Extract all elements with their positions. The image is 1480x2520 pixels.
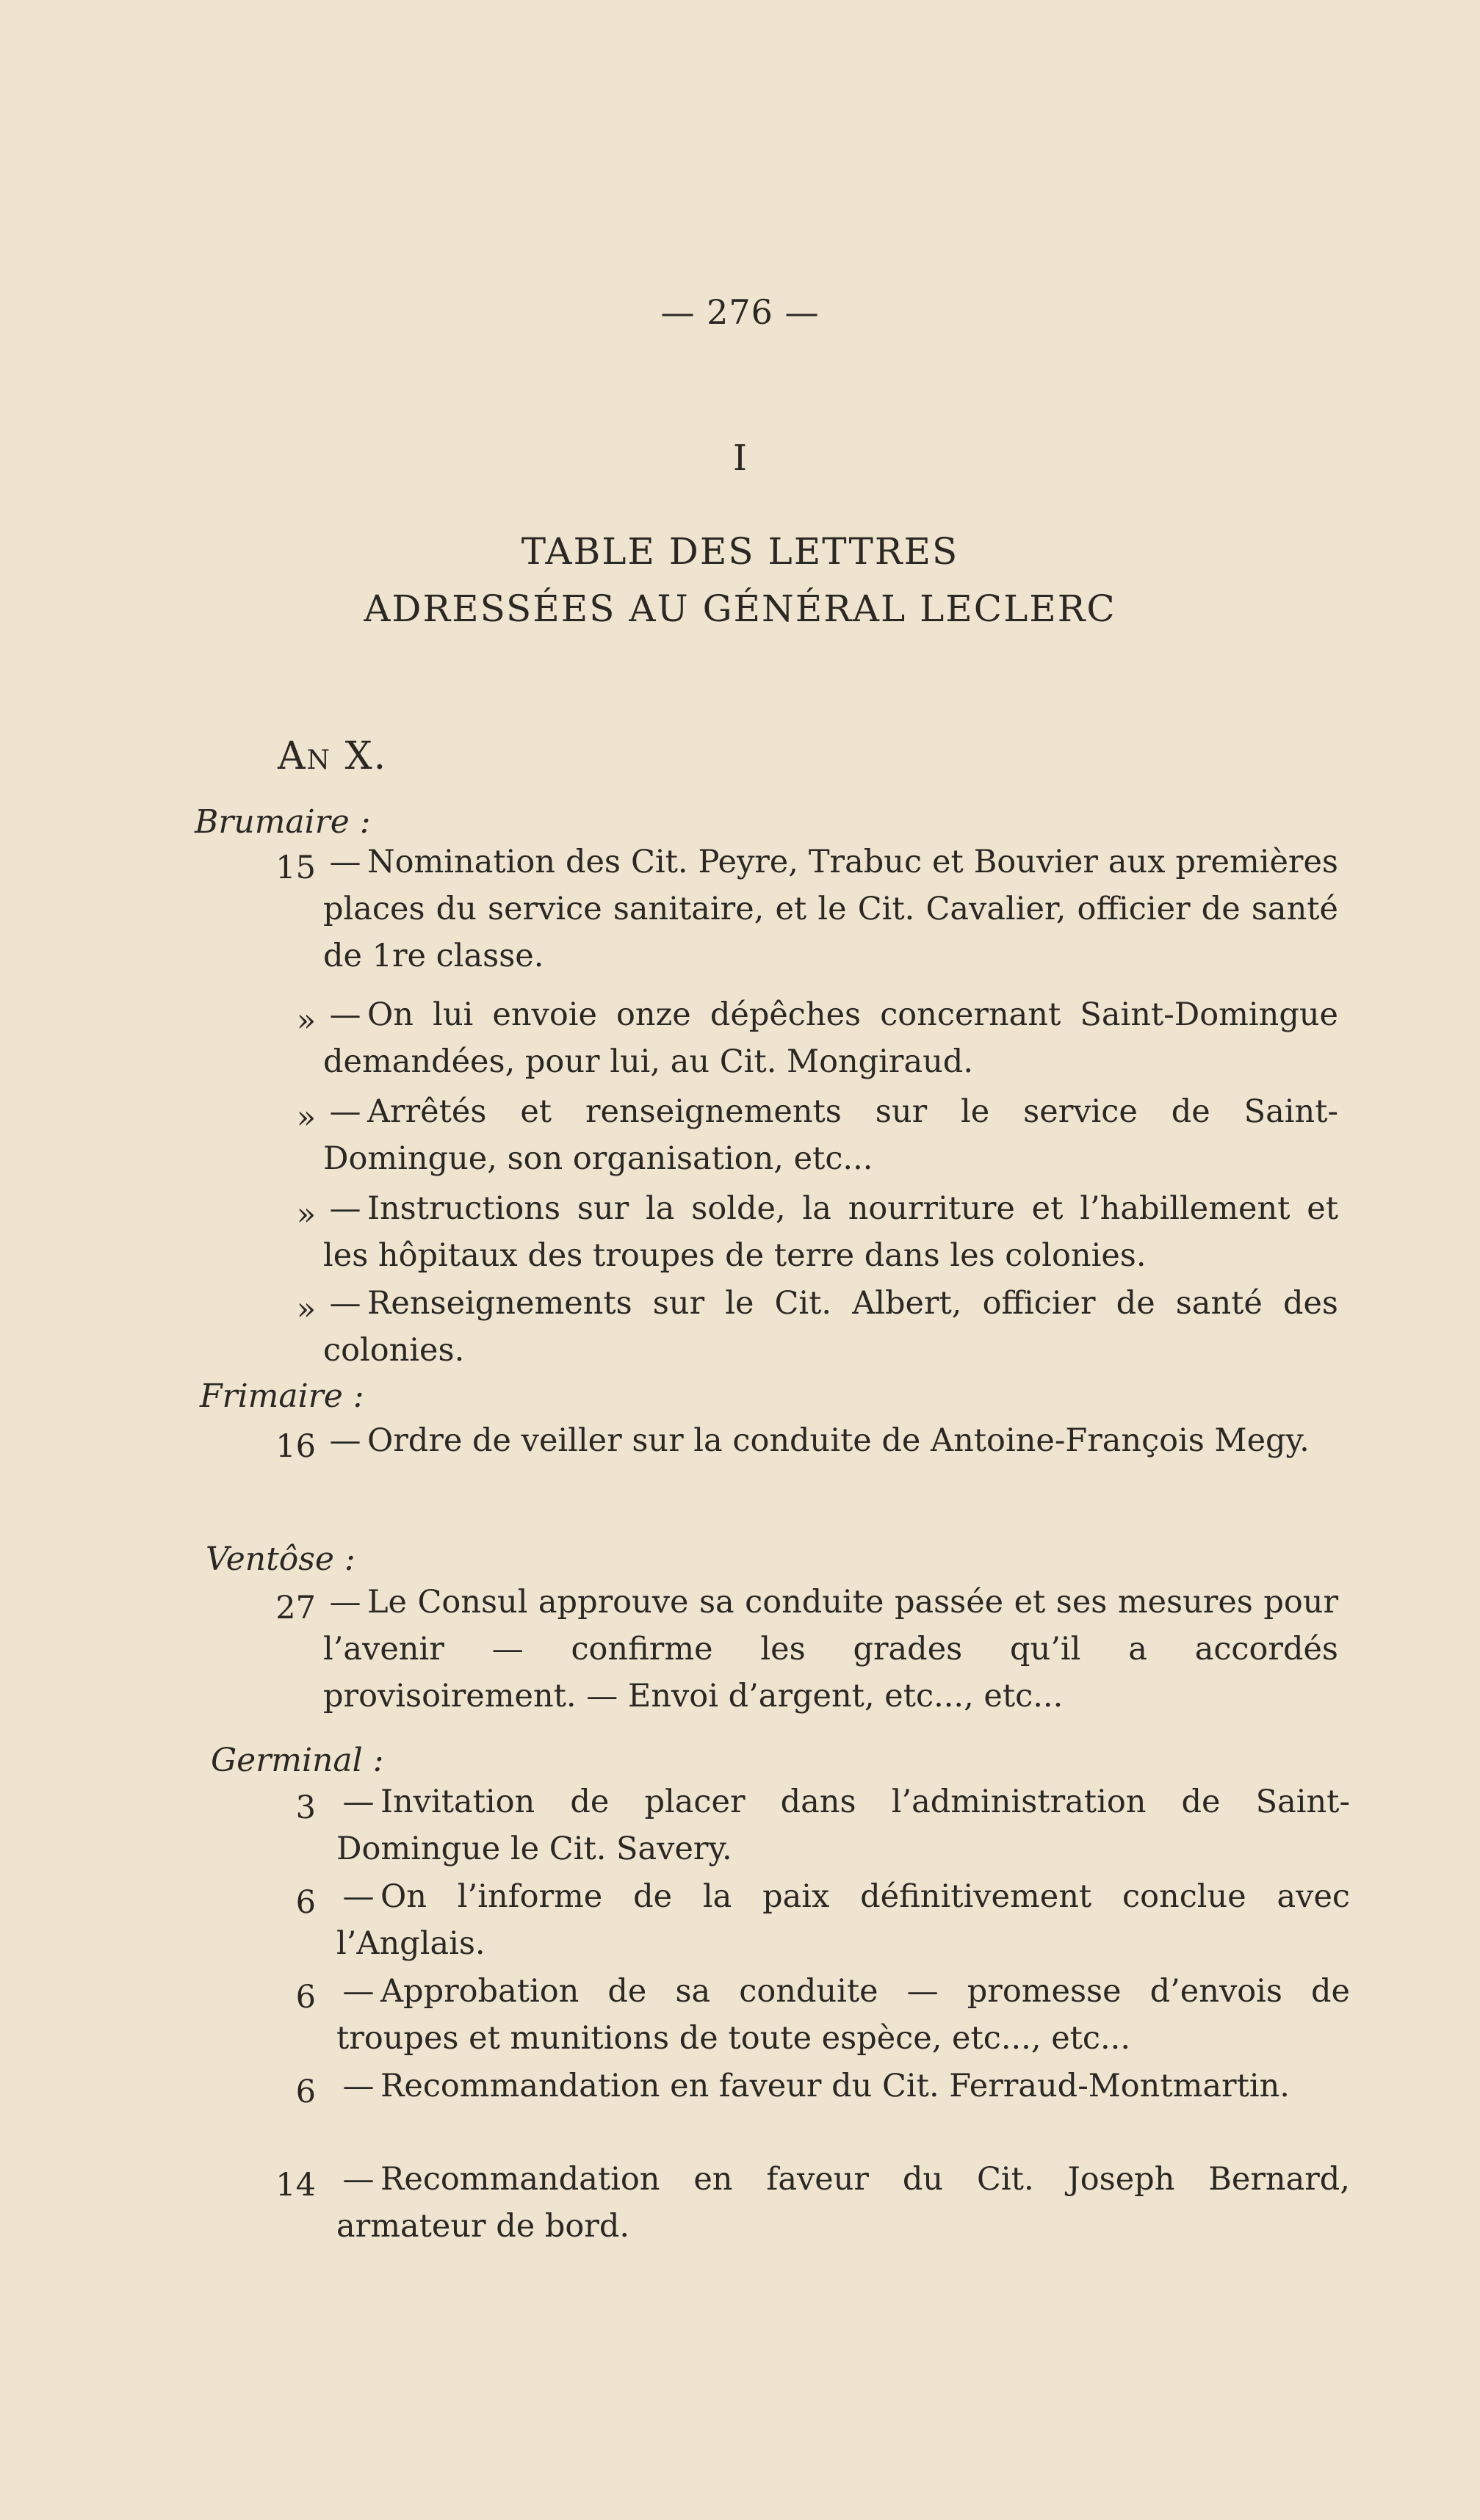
entry-description: Recommandation en faveur du Cit. Ferraud-Montmartin. [380,2068,1290,2104]
entry-number: 6 [295,1884,316,1921]
entry-text: — On lui envoie onze dépêches concernant Saint-Domingue demandées, pour lui, au Cit. Mongiraud. [323,996,1338,1080]
entry-text: — Renseignements sur le Cit. Albert, officier de santé des colonies. [323,1285,1338,1369]
entry-number: » [296,1196,316,1233]
entry-description: Nomination des Cit. Peyre, Trabuc et Bouvier aux premières places du service sanitaire, et le Cit. Cavalier, officier de santé de 1re classe. [323,844,1338,974]
entry-text: — Nomination des Cit. Peyre, Trabuc et Bouvier aux premières places du service sanitaire, et le Cit. Cavalier, officier de santé de 1re classe. [323,844,1338,974]
entry-number: » [296,1291,316,1328]
entry-number: 15 [275,850,316,886]
month-heading-germinal: Germinal : [211,1742,384,1779]
entry-text: — Recommandation en faveur du Cit. Joseph Bernard, armateur de bord. [336,2161,1350,2245]
entry-description: Approbation de sa conduite — promesse d’envois de troupes et munitions de toute espèce, etc..., etc... [336,1973,1350,2057]
entry-description: On l’informe de la paix définitivement conclue avec l’Anglais. [336,1878,1350,1962]
section-numeral: I [733,438,747,479]
entry-description: Ordre de veiller sur la conduite de Antoine-François Megy. [367,1422,1310,1459]
entry-number: 6 [295,2074,316,2110]
entry-number: » [296,1002,316,1039]
entry-text: — Recommandation en faveur du Cit. Ferraud-Montmartin. [342,2068,1290,2104]
entry-description: Recommandation en faveur du Cit. Joseph Bernard, armateur de bord. [336,2161,1350,2245]
entry-text: — Instructions sur la solde, la nourriture et l’habillement et les hôpitaux des troupes de terre dans les colonies. [323,1190,1338,1274]
month-heading-frimaire: Frimaire : [200,1377,364,1415]
page-number: — 276 — [660,292,820,332]
entry-number: 16 [275,1428,316,1465]
entry-number: 27 [275,1590,316,1626]
entry-description: Instructions sur la solde, la nourriture et l’habillement et les hôpitaux des troupes de terre dans les colonies. [323,1190,1338,1274]
entry-number: 14 [275,2167,316,2204]
entry-description: Arrêtés et renseignements sur le service de Saint-Domingue, son organisation, etc... [323,1093,1338,1177]
entry-description: Le Consul approuve sa conduite passée et ses mesures pour l’avenir — confirme les grades qu’il a accordés provisoirement. — Envoi d’argent, etc..., etc... [323,1584,1338,1715]
entry-text: — Approbation de sa conduite — promesse d’envois de troupes et munitions de toute espèce, etc..., etc... [336,1973,1350,2057]
year-heading: An X. [278,734,388,778]
title-line-2: ADRESSÉES AU GÉNÉRAL LECLERC [364,587,1116,630]
entry-text: — Invitation de placer dans l’administration de Saint-Domingue le Cit. Savery. [336,1784,1350,1867]
entry-text: — Le Consul approuve sa conduite passée et ses mesures pour l’avenir — confirme les grades qu’il a accordés provisoirement. — Envoi d’argent, etc..., etc... [323,1584,1338,1715]
entry-number: » [296,1099,316,1136]
entry-text: — Ordre de veiller sur la conduite de Antoine-François Megy. [329,1422,1310,1459]
entry-text: — On l’informe de la paix définitivement conclue avec l’Anglais. [336,1878,1350,1962]
entry-description: Renseignements sur le Cit. Albert, officier de santé des colonies. [323,1285,1338,1369]
entry-text: — Arrêtés et renseignements sur le service de Saint-Domingue, son organisation, etc... [323,1093,1338,1177]
month-heading-ventose: Ventôse : [206,1540,355,1578]
entry-description: Invitation de placer dans l’administration de Saint-Domingue le Cit. Savery. [336,1784,1350,1867]
entry-description: On lui envoie onze dépêches concernant Saint-Domingue demandées, pour lui, au Cit. Mongiraud. [323,996,1338,1080]
title-line-1: TABLE DES LETTRES [521,530,959,573]
entry-number: 3 [295,1789,316,1826]
month-heading-brumaire: Brumaire : [195,803,371,841]
entry-number: 6 [295,1979,316,2016]
